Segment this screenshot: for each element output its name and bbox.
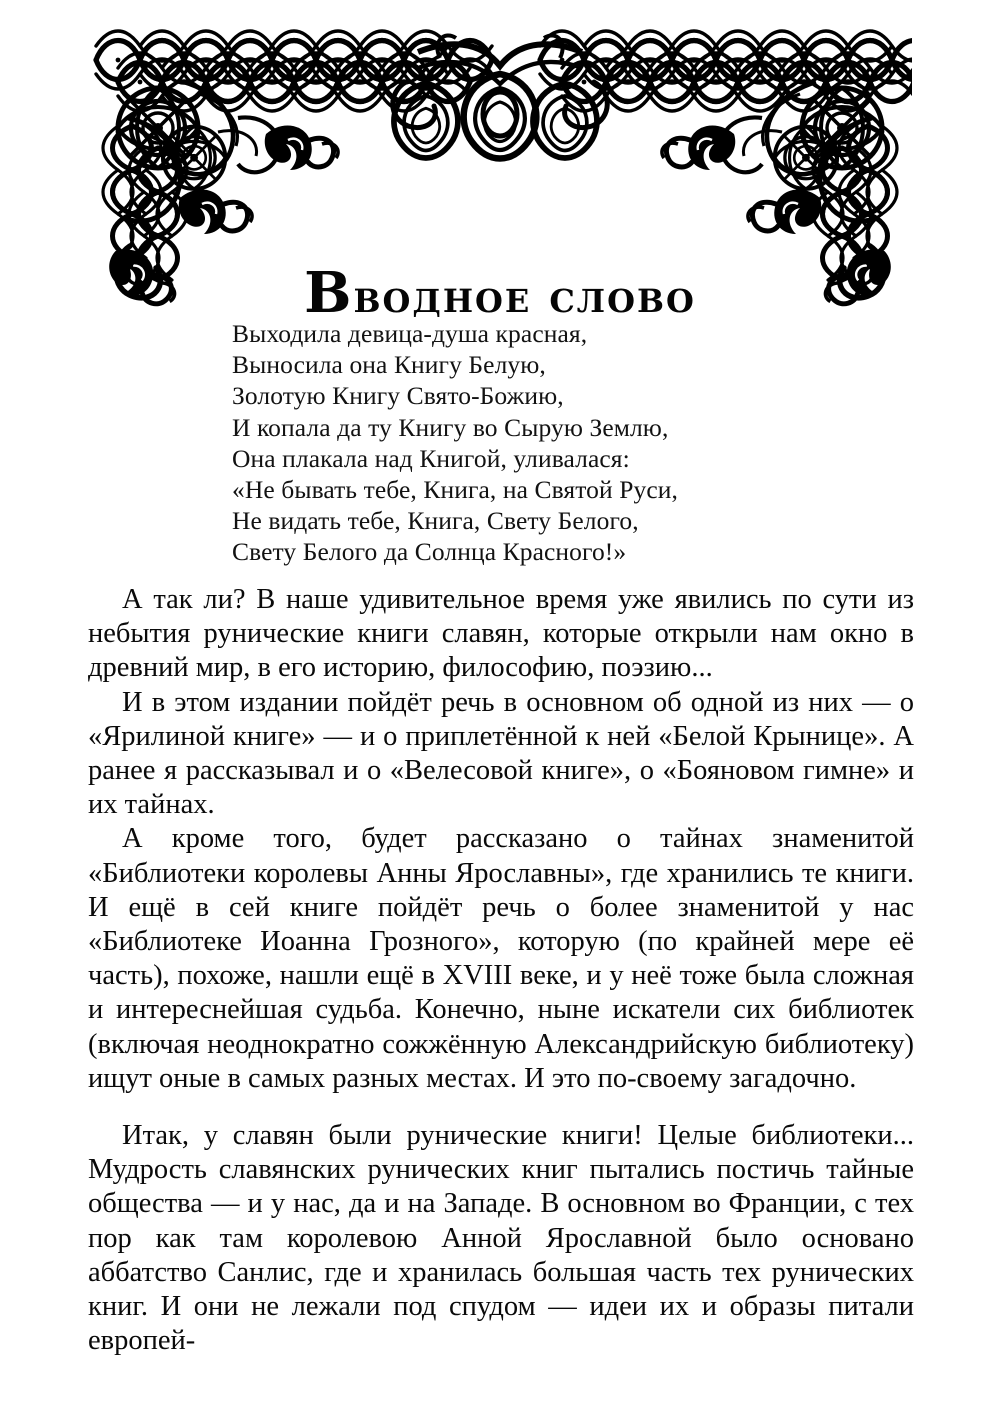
ornament-corner-infill-right (662, 82, 820, 174)
page-title (0, 259, 1000, 326)
ornament-top-rail-left (96, 31, 492, 111)
body-paragraph: А так ли? В наше удивительное время уже явились по сути из небытия рунические книги славян, которые открыли нам окно в древний мир, в его историю, философию, поэзию... (88, 584, 914, 684)
body-paragraph: Итак, у славян были рунические книги! Целые библиотеки... Мудрость славянских рунических книг пытались постичь тайные общества — и у нас, да и на Западе. В основном во Франции, с тех пор как там королевою Анной Ярославной было основано аббатство Санлис, где и хранилась большая часть тех рунических книг. И они не лежали под спудом — идеи их и образы питали европей- (88, 1120, 914, 1357)
page-title-rest: водное слово (353, 268, 696, 323)
ornament-top-rail-right (540, 31, 912, 111)
poem-line: Выходила девица-душа красная, (232, 319, 588, 348)
ornament-corner-infill-left (180, 82, 338, 174)
poem-line: Свету Белого да Солнца Красного!» (232, 537, 627, 567)
ornament-center-pendant (393, 35, 608, 158)
page-title-initial: В (304, 259, 354, 326)
poem-line: Золотую Книгу Свято-Божию, (232, 381, 564, 411)
epigraph-poem (232, 318, 852, 568)
poem-line: Она плакала над Книгой, уливалася: (232, 443, 630, 473)
poem-line: Не видать тебе, Книга, Свету Белого, (232, 506, 639, 536)
body-text (88, 583, 914, 1358)
body-paragraph: И в этом издании пойдёт речь в основном об одной из них — о «Ярилиной книге» — и о приплетённой к ней «Белой Крынице». А ранее я рассказывал и о «Велесовой книге», о «Бояновом гимне» и их тайнах. (88, 686, 914, 821)
poem-line: Выносила она Книгу Белую, (232, 350, 546, 380)
poem-line: И копала да ту Книгу во Сырую Землю, (232, 412, 669, 442)
body-paragraph: А кроме того, будет рассказано о тайнах знаменитой «Библиотеки королевы Анны Ярославны», где хранились те книги. И ещё в сей книге пойдёт речь о более знаменитой у нас «Библиотеке Иоанна Грозного», которую (по крайней мере её часть), похоже, нашли ещё в XVIII веке, и у неё тоже была сложная и интереснейшая судьба. Конечно, ныне искатели сих библиотек (включая неоднократно сожжённую Александрийскую библиотеку) ищут оные в самых разных местах. И это по-своему загадочно. (88, 823, 914, 1094)
poem-line: «Не бывать тебе, Книга, на Святой Руси, (232, 475, 679, 505)
